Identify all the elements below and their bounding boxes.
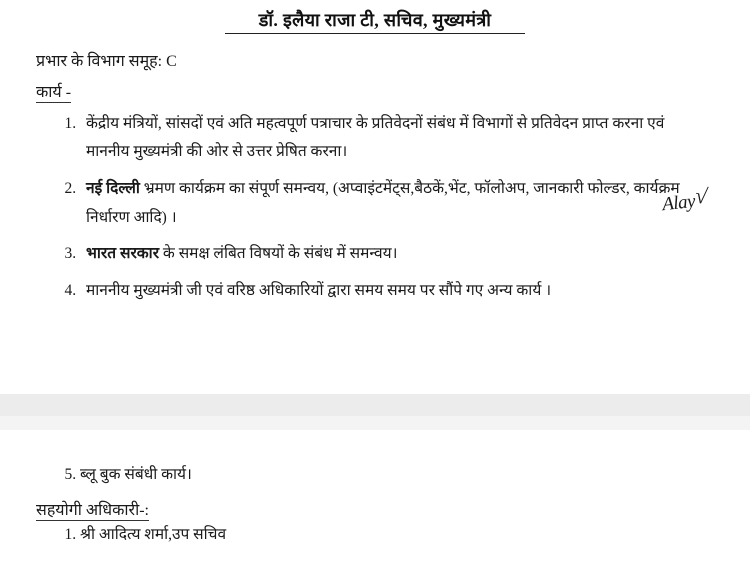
page-title: डॉ. इलैया राजा टी, सचिव, मुख्यमंत्री bbox=[258, 10, 492, 30]
scan-band-upper bbox=[0, 394, 750, 416]
scan-band-lower bbox=[0, 416, 750, 430]
task-list bbox=[36, 110, 710, 306]
signature-tick: √ bbox=[693, 182, 709, 210]
list-item bbox=[80, 175, 710, 232]
document-body-lower bbox=[0, 462, 750, 549]
task-text: भ्रमण कार्यक्रम का संपूर्ण समन्वय, (अप्वाइंटमेंट्स,बैठकें,भेंट, फॉलोअप, जानकारी फोल्डर, कार्यक्रम निर्धारण आदि) । bbox=[86, 179, 680, 226]
handwritten-signature bbox=[660, 182, 709, 216]
list-item bbox=[80, 240, 710, 269]
task-text: के समक्ष लंबित विषयों के संबंध में समन्वय। bbox=[159, 245, 398, 263]
signature-text: Alay bbox=[660, 190, 696, 216]
task-list-continued bbox=[36, 462, 710, 488]
task-text: ब्लू बुक संबंधी कार्य। bbox=[80, 466, 192, 483]
list-item bbox=[80, 462, 710, 488]
helpers-heading bbox=[36, 498, 710, 520]
department-group-label: प्रभार के विभाग समूह: bbox=[36, 53, 163, 70]
department-group-value: C bbox=[166, 53, 177, 70]
document-body bbox=[0, 34, 750, 306]
list-item bbox=[80, 522, 710, 548]
work-heading bbox=[36, 81, 710, 106]
task-bold-prefix: नई दिल्ली bbox=[86, 179, 140, 197]
task-bold-prefix: भारत सरकार bbox=[86, 245, 160, 263]
list-item bbox=[80, 277, 710, 306]
task-text: माननीय मुख्यमंत्री जी एवं वरिष्ठ अधिकारियों द्वारा समय समय पर सौंपे गए अन्य कार्य । bbox=[86, 281, 552, 299]
list-item bbox=[80, 110, 710, 167]
helpers-heading-text: सहयोगी अधिकारी-: bbox=[36, 502, 149, 520]
helpers-list bbox=[36, 522, 710, 548]
department-group-line bbox=[36, 50, 710, 75]
task-text: केंद्रीय मंत्रियों, सांसदों एवं अति महत्वपूर्ण पत्राचार के प्रतिवेदनों संबंध में विभागों से प्रतिवेदन प्राप्त करना एवं माननीय मुख्यमंत्री की ओर से उत्तर प्रेषित करना। bbox=[86, 114, 665, 161]
helper-name: श्री आदित्य शर्मा,उप सचिव bbox=[80, 526, 227, 544]
work-heading-text: कार्य - bbox=[36, 83, 72, 101]
